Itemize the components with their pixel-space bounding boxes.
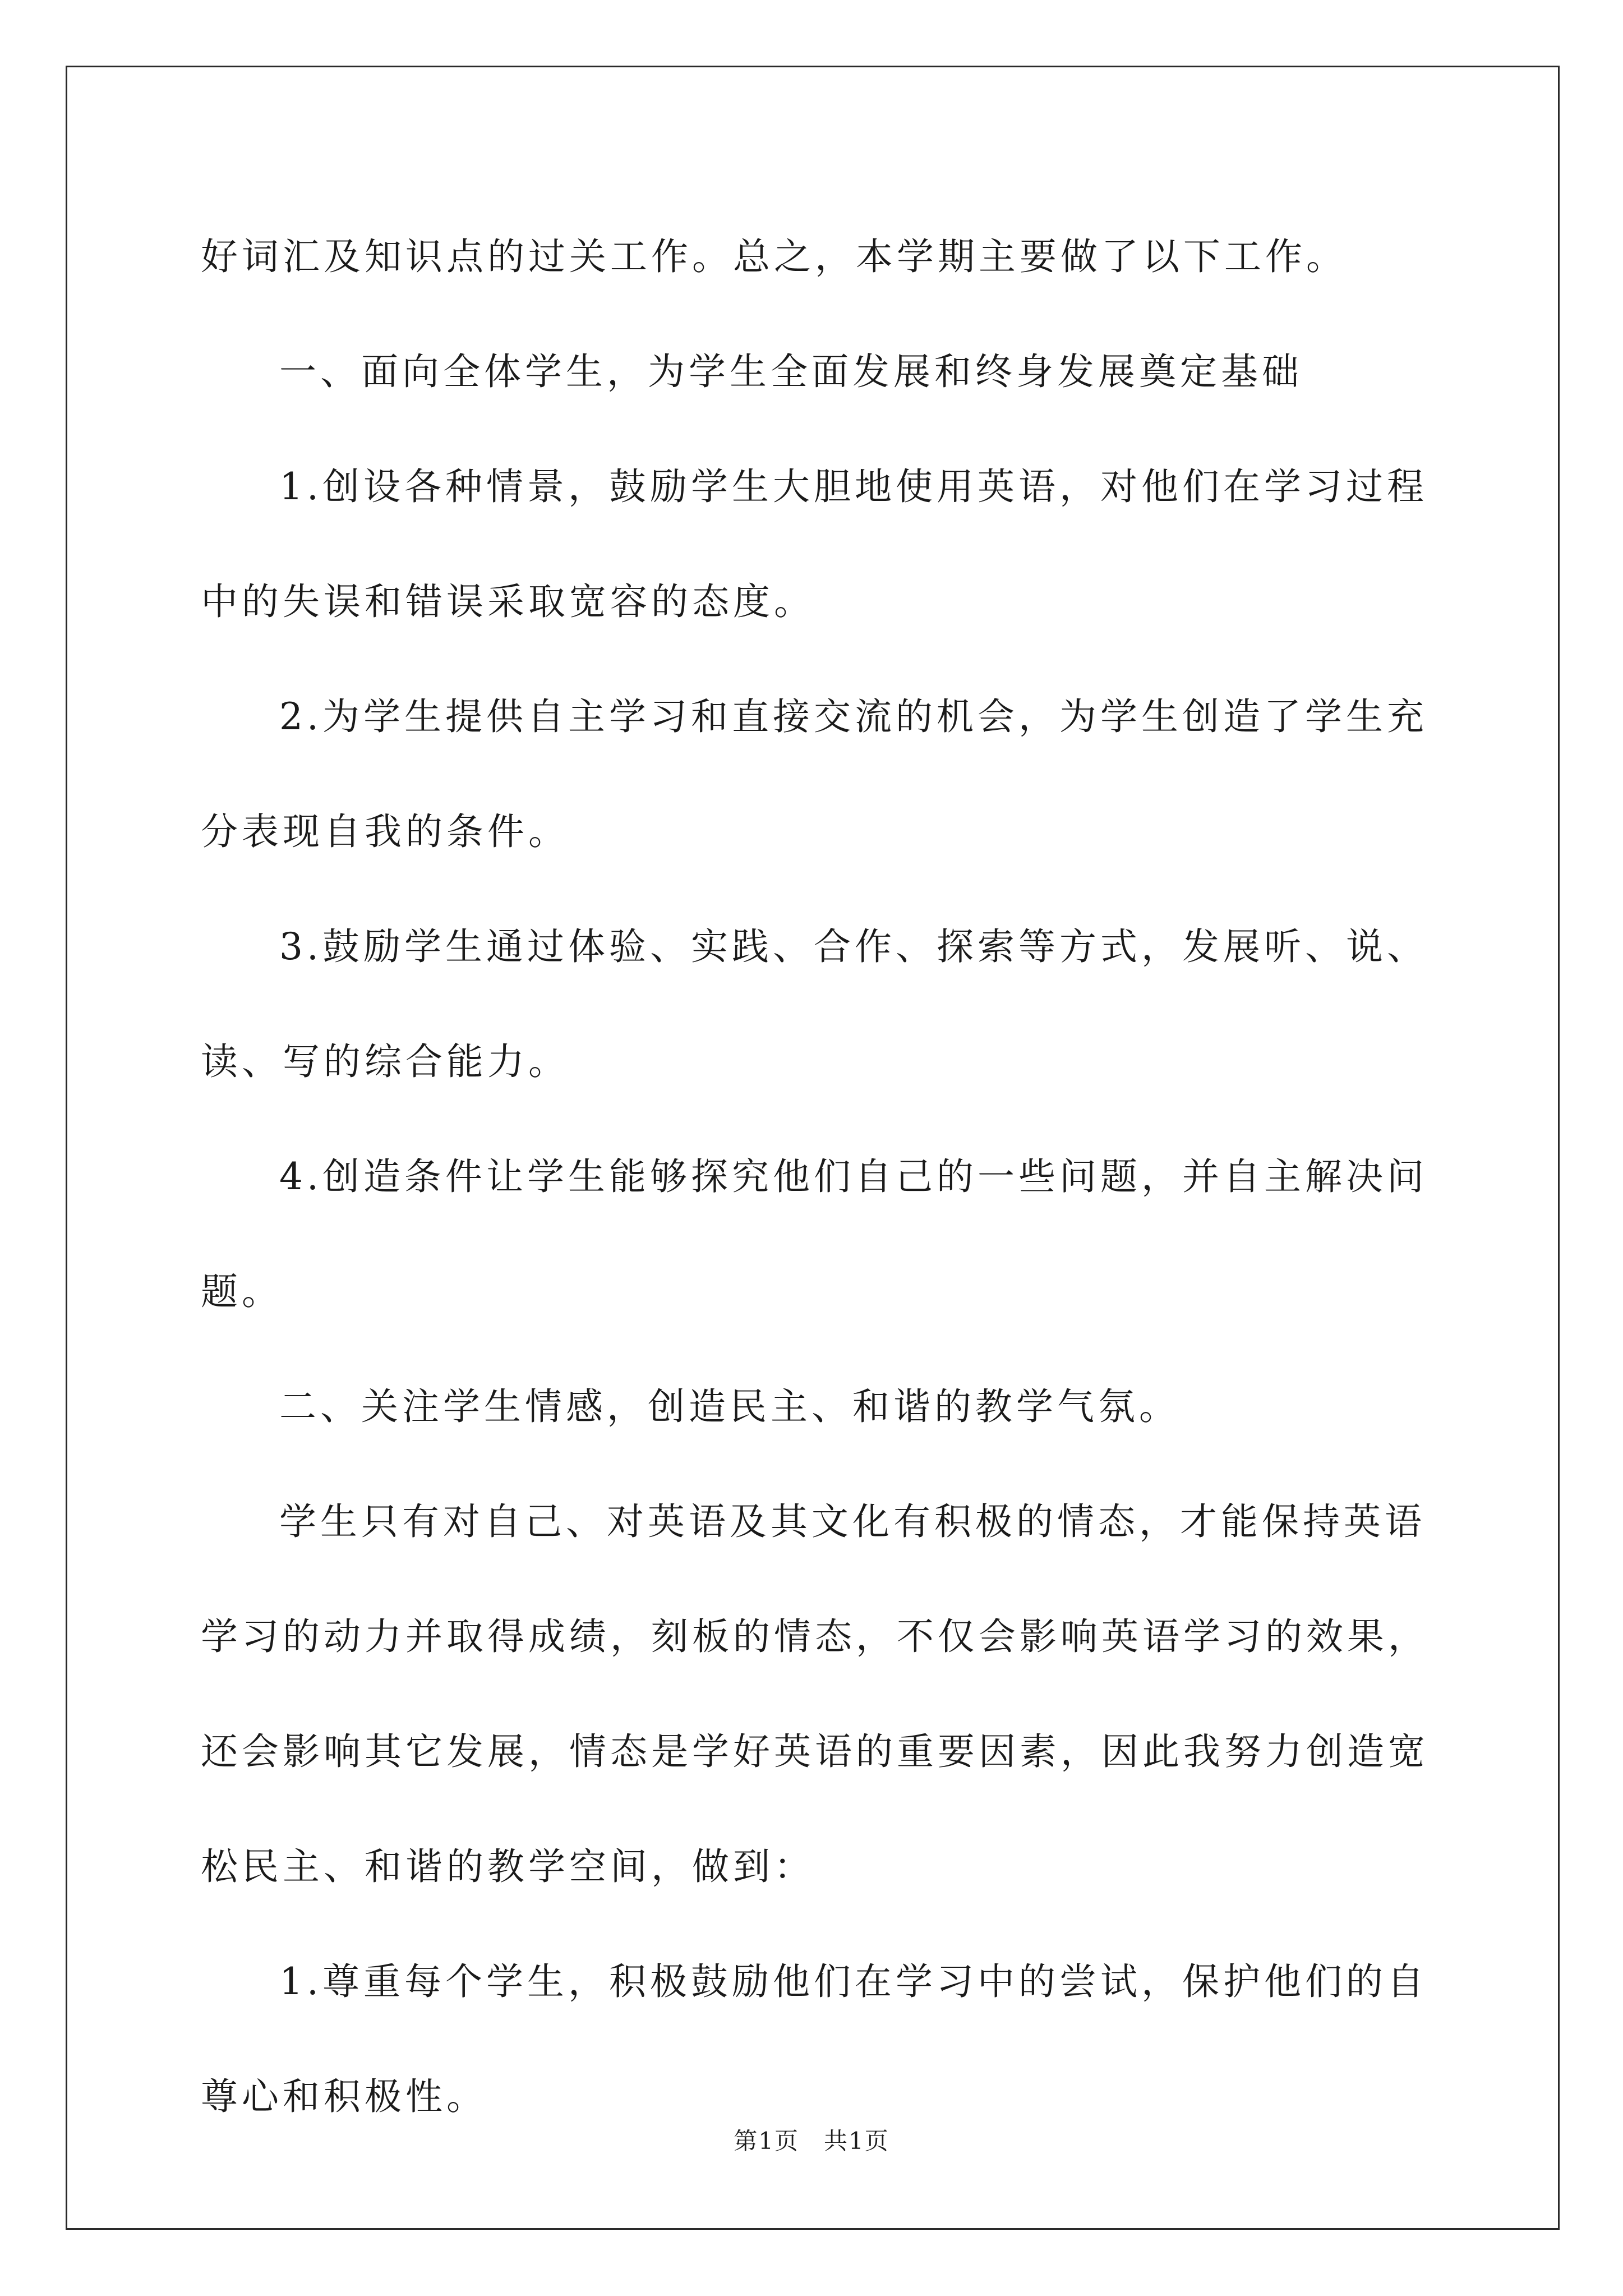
list-item-line: 4.创造条件让学生能够探究他们自己的一些问题，并自主解决问 (279, 1155, 1428, 1198)
text-line: 还会影响其它发展，情态是学好英语的重要因素，因此我努力创造宽 (201, 1730, 1429, 1773)
list-item-line: 1.尊重每个学生，积极鼓励他们在学习中的尝试，保护他们的自 (279, 1960, 1428, 2003)
list-item-line: 2.为学生提供自主学习和直接交流的机会，为学生创造了学生充 (279, 695, 1428, 738)
text-line: 学习的动力并取得成绩，刻板的情态，不仅会影响英语学习的效果， (201, 1615, 1429, 1658)
text-line: 中的失误和错误采取宽容的态度。 (201, 580, 815, 623)
section-heading: 一、面向全体学生，为学生全面发展和终身发展奠定基础 (279, 350, 1303, 393)
text-line: 好词汇及知识点的过关工作。总之，本学期主要做了以下工作。 (201, 235, 1347, 278)
text-line: 题。 (201, 1270, 283, 1313)
text-line: 尊心和积极性。 (201, 2075, 487, 2118)
text-line: 分表现自我的条件。 (201, 810, 569, 853)
section-heading: 二、关注学生情感，创造民主、和谐的教学气氛。 (279, 1385, 1180, 1428)
list-item-line: 1.创设各种情景，鼓励学生大胆地使用英语，对他们在学习过程 (279, 465, 1428, 508)
page-footer: 第1页 共1页 (734, 2127, 889, 2155)
paragraph-line: 学生只有对自己、对英语及其文化有积极的情态，才能保持英语 (279, 1500, 1426, 1543)
document-body (201, 199, 1435, 2154)
list-item-line: 3.鼓励学生通过体验、实践、合作、探索等方式，发展听、说、 (279, 925, 1428, 968)
text-line: 松民主、和谐的教学空间，做到： (201, 1845, 815, 1888)
text-line: 读、写的综合能力。 (201, 1040, 569, 1083)
